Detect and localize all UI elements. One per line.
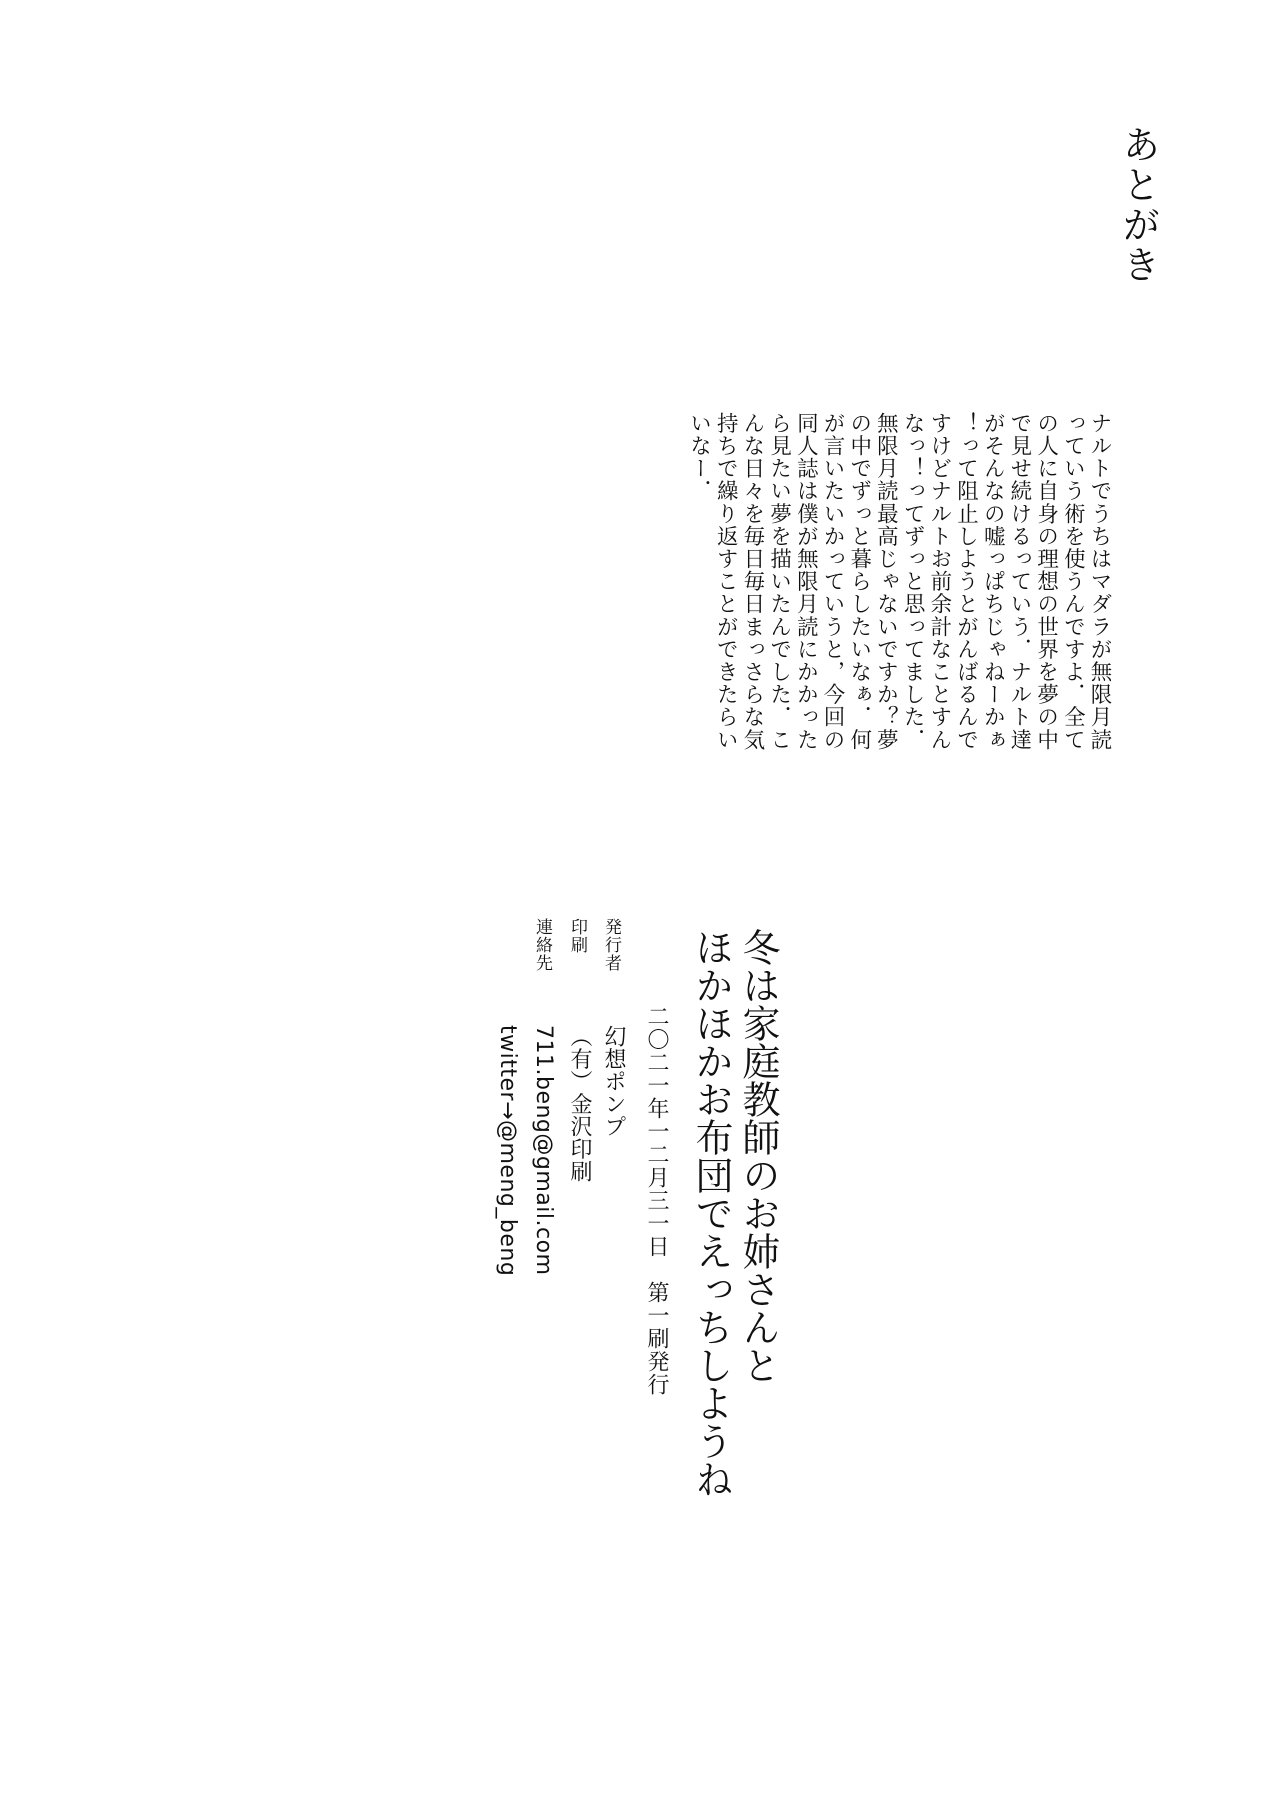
printer-value: （有）金沢印刷 [567, 1025, 592, 1183]
afterword-line: っていう術を使うんですよ．全て [1060, 412, 1086, 751]
contact-twitter: twitter→@meng_beng [495, 1025, 520, 1277]
afterword-line: すけどナルトお前余計なことすん [926, 412, 952, 751]
afterword-line: 同人誌は僕が無限月読にかかった [793, 412, 819, 751]
afterword-line: が言いたいかっていうと，今回の [820, 412, 845, 751]
afterword-line: いなー． [686, 412, 712, 503]
afterword-line: の中でずっと暮らしたいなぁ．何 [846, 412, 872, 751]
publisher-label: 発行者 [601, 918, 621, 972]
contact-email: 711.beng@gmail.com [531, 1025, 556, 1276]
afterword-line: の人に自身の理想の世界を夢の中 [1033, 412, 1059, 751]
contact-label: 連絡先 [532, 918, 552, 972]
afterword-line: 無限月読最高じゃないですか？夢 [873, 412, 899, 751]
afterword-line: んな日々を毎日毎日まっさらな気 [739, 412, 765, 751]
afterword-line: ！って阻止しようとがんばるんで [953, 412, 979, 751]
afterword-line: ら見たい夢を描いたんでした．こ [766, 412, 792, 751]
afterword-line: 持ちで繰り返すことができたらい [713, 412, 739, 751]
afterword-line: なっ！ってずっと思ってました． [900, 412, 926, 751]
afterword-heading: あとがき [1116, 125, 1160, 285]
publication-date: 二〇二一年一二月三一日 第一刷発行 [644, 1005, 669, 1396]
afterword-line: で見せ続けるっていう．ナルト達 [1006, 412, 1032, 751]
afterword-line: ナルトでうちはマダラが無限月読 [1087, 412, 1112, 751]
printer-label: 印刷 [567, 918, 587, 954]
publisher-value: 幻想ポンプ [601, 1025, 626, 1138]
afterword-line: がそんなの嘘っぱちじゃねーかぁ [980, 412, 1006, 751]
book-title-line-1: 冬は家庭教師のお姉さんと [736, 928, 780, 1384]
book-title-line-2: ほかほかお布団でえっちしようね [689, 928, 733, 1498]
